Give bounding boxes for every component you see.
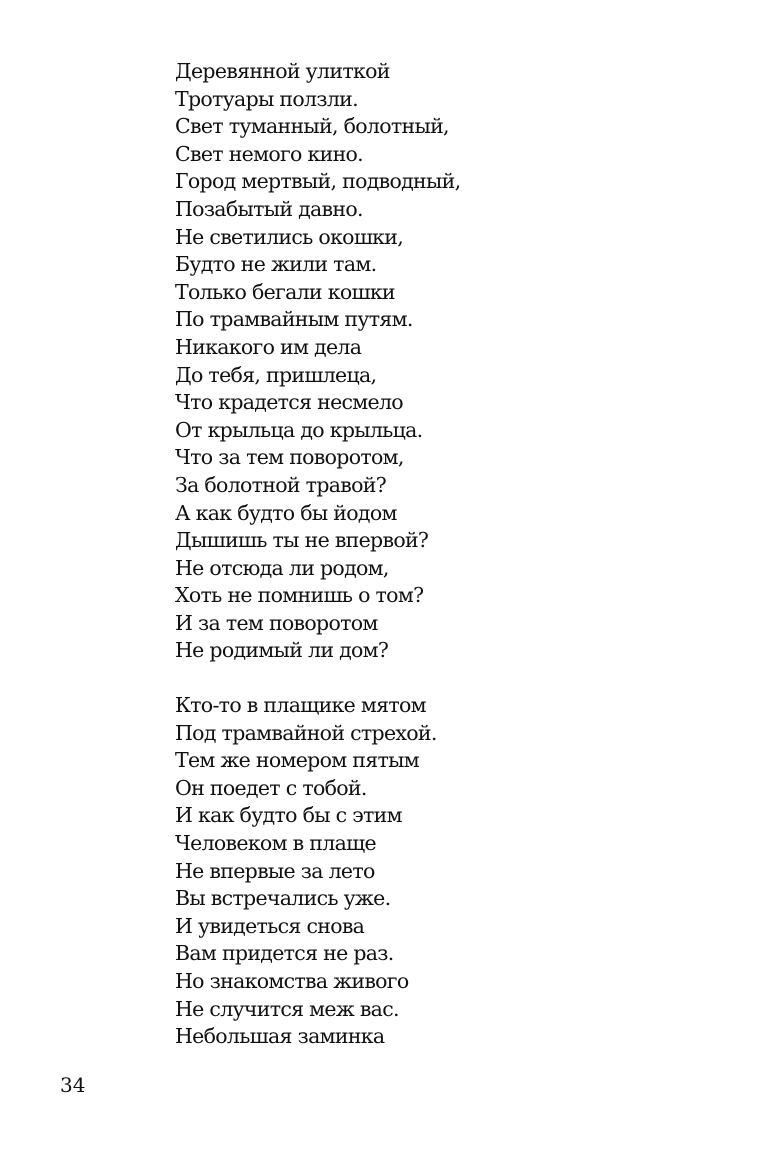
poem-line: Он поедет с тобой. (175, 775, 367, 800)
poem-line: Тротуары ползли. (175, 86, 358, 111)
poem-line: От крыльца до крыльца. (175, 417, 423, 442)
poem-line: Вы встречались уже. (175, 886, 391, 911)
poem-line: Не родимый ли дом? (175, 638, 389, 663)
poem-line: И увидеться снова (175, 913, 365, 938)
poem-line: Что за тем поворотом, (175, 445, 404, 470)
poem-line: И за тем поворотом (175, 610, 378, 635)
page-number: 34 (60, 1073, 86, 1097)
poem-line: Позабытый давно. (175, 196, 363, 221)
poem-line: Не светились окошки, (175, 224, 404, 249)
poem-line: Дышишь ты не впервой? (175, 528, 429, 553)
poem-line: Что крадется несмело (175, 390, 403, 415)
poem-line: А как будто бы йодом (175, 500, 397, 525)
poem (175, 58, 595, 1051)
poem-line: За болотной травой? (175, 472, 387, 497)
poem-line: Деревянной улиткой (175, 59, 390, 83)
poem-line: До тебя, пришлеца, (175, 362, 377, 387)
poem-line: Только бегали кошки (175, 279, 395, 304)
poem-line: Небольшая заминка (175, 1024, 385, 1049)
poem-line: Свет туманный, болотный, (175, 114, 449, 139)
poem-line: Не случится меж вас. (175, 996, 399, 1021)
poem-line: Не впервые за лето (175, 858, 375, 883)
poem-line: Не отсюда ли родом, (175, 555, 389, 580)
poem-line: Человеком в плаще (175, 831, 376, 856)
poem-line: Город мертвый, подводный, (175, 169, 461, 194)
stanza-2 (175, 692, 595, 1051)
poem-line: Свет немого кино. (175, 141, 363, 166)
poem-line: Никакого им дела (175, 334, 362, 359)
stanza-1 (175, 58, 595, 665)
poem-line: По трамвайным путям. (175, 307, 413, 332)
poem-line: Но знакомства живого (175, 969, 409, 993)
poem-line: Под трамвайной стрехой. (175, 720, 437, 745)
poem-line: Вам придется не раз. (175, 941, 394, 966)
poem-line: И как будто бы с этим (175, 803, 402, 828)
poem-line: Будто не жили там. (175, 252, 377, 277)
poem-line: Хоть не помнишь о том? (175, 583, 424, 608)
poem-line: Тем же номером пятым (175, 748, 419, 773)
poem-line: Кто-то в плащике мятом (175, 693, 426, 718)
